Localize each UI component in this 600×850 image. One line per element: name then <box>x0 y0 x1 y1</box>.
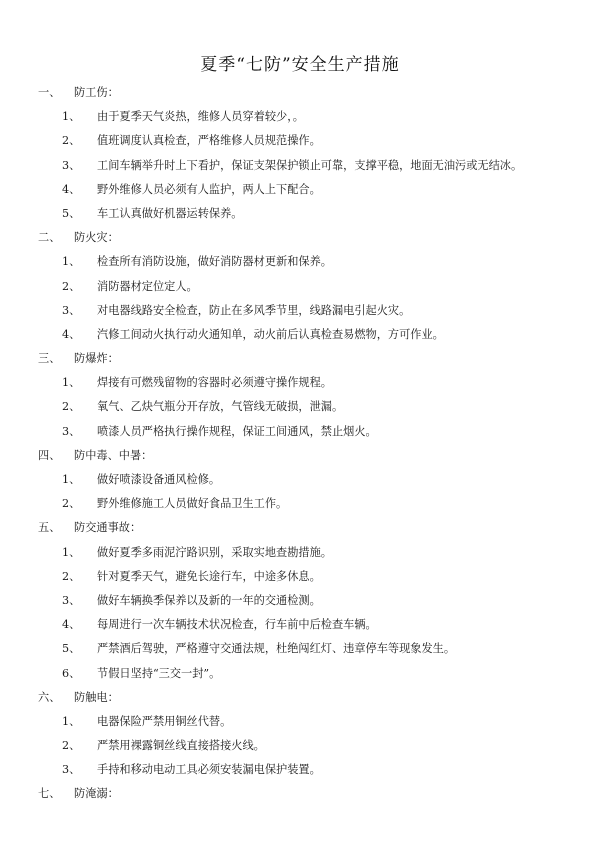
list-item <box>0 376 600 400</box>
item-number: 3、 <box>62 158 81 172</box>
item-text: 车工认真做好机器运转保养。 <box>97 206 243 220</box>
item-text: 节假日坚持“三交一封”。 <box>97 666 221 680</box>
list-item <box>0 207 600 231</box>
item-text: 严禁用裸露铜丝线直接搭接火线。 <box>97 739 265 753</box>
list-item <box>0 183 600 207</box>
item-number: 2、 <box>62 739 81 753</box>
item-text: 值班调度认真检查，严格维修人员规范操作。 <box>97 134 321 148</box>
list-item <box>0 304 600 328</box>
item-text: 做好喷漆设备通风检修。 <box>97 473 221 486</box>
item-text: 每周进行一次车辆技术状况检查，行车前中后检查车辆。 <box>97 618 377 632</box>
section-number: 五、 <box>38 521 61 535</box>
item-text: 对电器线路安全检查，防止在多风季节里，线路漏电引起火灾。 <box>97 303 411 317</box>
item-text: 由于夏季天气炎热，维修人员穿着较少，。 <box>97 110 304 124</box>
item-number: 5、 <box>62 206 81 220</box>
item-number: 2、 <box>62 569 81 583</box>
item-number: 1、 <box>62 714 81 728</box>
item-number: 1、 <box>62 110 81 124</box>
item-number: 3、 <box>62 593 81 607</box>
item-number: 4、 <box>62 182 81 196</box>
item-number: 2、 <box>62 279 81 293</box>
item-text: 工间车辆举升时上下看护，保证支架保护锁止可靠，支撑平稳，地面无油污或无结冰。 <box>97 158 523 172</box>
section-title: 防中毒、中暑： <box>74 448 153 462</box>
section-number: 一、 <box>38 86 61 99</box>
list-item <box>0 328 600 352</box>
item-number: 4、 <box>62 618 81 632</box>
item-text: 消防器材定位定人。 <box>97 279 198 293</box>
list-item <box>0 159 600 183</box>
item-text: 野外维修人员必须有人监护，两人上下配合。 <box>97 182 321 196</box>
section-title: 防淹溺： <box>74 787 119 801</box>
item-text: 氧气、乙炔气瓶分开存放，气管线无破损，泄漏。 <box>97 400 344 414</box>
document-body <box>0 86 600 812</box>
section-heading <box>0 787 600 811</box>
section-number: 六、 <box>38 690 61 704</box>
list-item <box>0 715 600 739</box>
section-heading <box>0 691 600 715</box>
item-number: 1、 <box>62 376 81 390</box>
item-number: 6、 <box>62 666 81 680</box>
item-text: 针对夏季天气，避免长途行车，中途多休息。 <box>97 569 321 583</box>
item-number: 5、 <box>62 642 81 656</box>
list-item <box>0 110 600 134</box>
item-number: 3、 <box>62 763 81 777</box>
item-text: 严禁酒后驾驶，严格遵守交通法规，杜绝闯红灯、违章停车等现象发生。 <box>97 642 456 656</box>
list-item <box>0 570 600 594</box>
list-item <box>0 425 600 449</box>
list-item <box>0 255 600 279</box>
section-number: 三、 <box>38 352 61 366</box>
item-number: 2、 <box>62 497 81 511</box>
section-title: 防工伤： <box>74 86 119 99</box>
list-item <box>0 546 600 570</box>
item-number: 4、 <box>62 327 81 341</box>
item-text: 汽修工间动火执行动火通知单，动火前后认真检查易燃物，方可作业。 <box>97 327 444 341</box>
section-heading <box>0 86 600 110</box>
section-title: 防交通事故： <box>74 521 142 535</box>
item-text: 电器保险严禁用铜丝代替。 <box>97 714 232 728</box>
item-number: 3、 <box>62 424 81 438</box>
item-number: 1、 <box>62 545 81 559</box>
item-text: 焊接有可燃残留物的容器时必须遵守操作规程。 <box>97 376 332 390</box>
item-number: 2、 <box>62 400 81 414</box>
list-item <box>0 763 600 787</box>
item-text: 喷漆人员严格执行操作规程，保证工间通风，禁止烟火。 <box>97 424 377 438</box>
section-number: 四、 <box>38 448 61 462</box>
section-title: 防爆炸： <box>74 352 119 366</box>
item-number: 1、 <box>62 473 81 486</box>
item-number: 1、 <box>62 255 81 269</box>
list-item <box>0 667 600 691</box>
section-heading <box>0 521 600 545</box>
list-item <box>0 642 600 666</box>
section-title: 防触电： <box>74 690 119 704</box>
item-text: 野外维修施工人员做好食品卫生工作。 <box>97 497 288 511</box>
section-title: 防火灾： <box>74 231 119 245</box>
section-heading <box>0 449 600 473</box>
list-item <box>0 280 600 304</box>
item-text: 做好车辆换季保养以及新的一年的交通检测。 <box>97 593 321 607</box>
item-text: 手持和移动电动工具必须安装漏电保护装置。 <box>97 763 321 777</box>
section-heading <box>0 352 600 376</box>
list-item <box>0 473 600 497</box>
section-number: 七、 <box>38 787 61 801</box>
list-item <box>0 618 600 642</box>
item-text: 做好夏季多雨泥泞路识别，采取实地查勘措施。 <box>97 545 332 559</box>
item-number: 3、 <box>62 303 81 317</box>
list-item <box>0 134 600 158</box>
list-item <box>0 594 600 618</box>
section-number: 二、 <box>38 231 61 245</box>
item-text: 检查所有消防设施，做好消防器材更新和保养。 <box>97 255 332 269</box>
list-item <box>0 497 600 521</box>
document-title: 夏季“七防”安全生产措施 <box>200 55 400 75</box>
list-item <box>0 739 600 763</box>
section-heading <box>0 231 600 255</box>
list-item <box>0 400 600 424</box>
item-number: 2、 <box>62 134 81 148</box>
